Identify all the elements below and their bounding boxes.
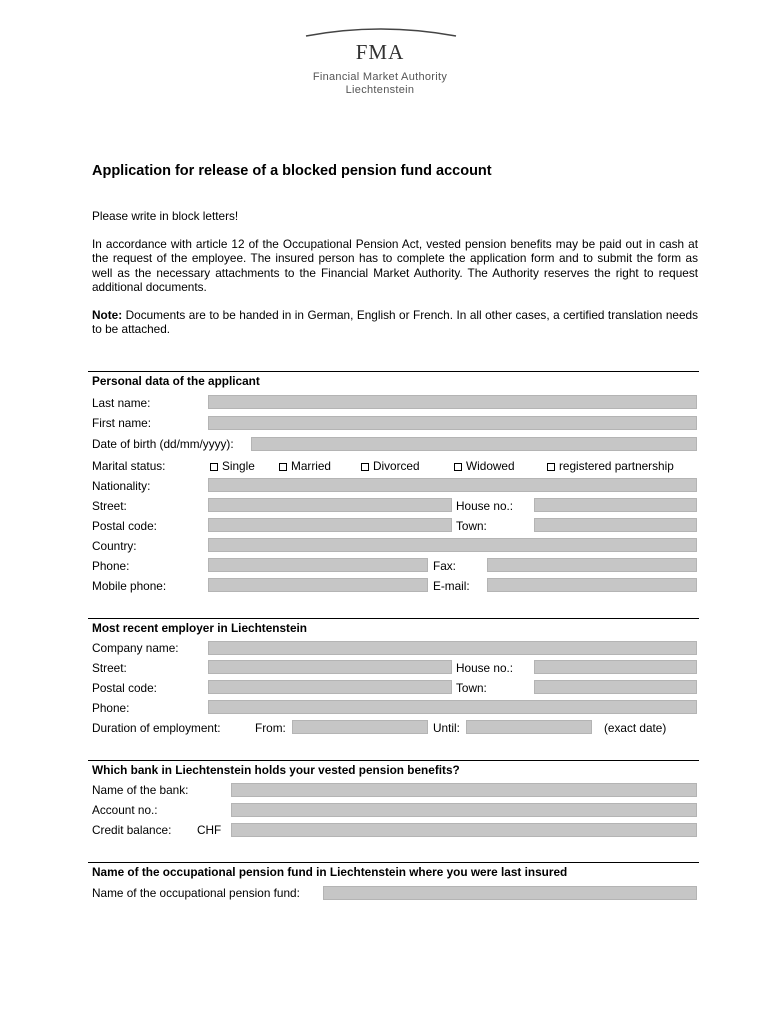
employer-phone-label: Phone: [92, 701, 130, 715]
fax-field[interactable] [487, 558, 697, 572]
section-divider [88, 862, 699, 863]
company-label: Company name: [92, 641, 179, 655]
block-letters-note: Please write in block letters! [92, 209, 239, 223]
currency-label: CHF [197, 823, 222, 837]
section-divider [88, 760, 699, 761]
postal-code-field[interactable] [208, 518, 452, 532]
last-name-field[interactable] [208, 395, 697, 409]
marital-married-option[interactable]: Married [279, 459, 331, 473]
fund-heading: Name of the occupational pension fund in Liechtenstein where you were last insured [92, 865, 568, 879]
employer-postal-field[interactable] [208, 680, 452, 694]
street-field[interactable] [208, 498, 452, 512]
duration-label: Duration of employment: [92, 721, 221, 735]
account-no-field[interactable] [231, 803, 697, 817]
fax-label: Fax: [433, 559, 456, 573]
bank-name-field[interactable] [231, 783, 697, 797]
phone-label: Phone: [92, 559, 130, 573]
town-label: Town: [456, 519, 487, 533]
section-divider [88, 618, 699, 619]
mobile-field[interactable] [208, 578, 428, 592]
bank-name-label: Name of the bank: [92, 783, 189, 797]
account-no-label: Account no.: [92, 803, 158, 817]
mobile-label: Mobile phone: [92, 579, 167, 593]
from-date-field[interactable] [292, 720, 428, 734]
credit-balance-label: Credit balance: [92, 823, 172, 837]
employer-postal-label: Postal code: [92, 681, 157, 695]
employer-phone-field[interactable] [208, 700, 697, 714]
note-text: Documents are to be handed in in German, English or French. In all other cases, a certified translation needs to be attached. [92, 308, 698, 337]
marital-partnership-option[interactable]: registered partnership [547, 459, 674, 473]
intro-paragraph: In accordance with article 12 of the Occupational Pension Act, vested pension benefits may be paid out in cash at the request of the employee. The insured person has to complete the application form and to submit the form as well as the necessary attachments to the Financial Market Authority. The Authority reserves the right to request additional documents. [92, 237, 698, 295]
nationality-label: Nationality: [92, 479, 151, 493]
checkbox-icon[interactable] [361, 463, 369, 471]
email-label: E-mail: [433, 579, 470, 593]
employer-town-label: Town: [456, 681, 487, 695]
email-field[interactable] [487, 578, 697, 592]
first-name-field[interactable] [208, 416, 697, 430]
marital-single-option[interactable]: Single [210, 459, 255, 473]
house-no-field[interactable] [534, 498, 697, 512]
fund-name-field[interactable] [323, 886, 697, 900]
checkbox-icon[interactable] [279, 463, 287, 471]
logo-abbr: FMA [355, 40, 405, 64]
dob-label: Date of birth (dd/mm/yyyy): [92, 437, 234, 451]
postal-code-label: Postal code: [92, 519, 157, 533]
until-label: Until: [433, 721, 460, 735]
section-divider [88, 371, 699, 372]
company-field[interactable] [208, 641, 697, 655]
checkbox-icon[interactable] [547, 463, 555, 471]
fund-name-label: Name of the occupational pension fund: [92, 886, 300, 900]
dob-field[interactable] [251, 437, 697, 451]
credit-balance-field[interactable] [231, 823, 697, 837]
employer-street-label: Street: [92, 661, 127, 675]
logo-line2: Liechtenstein [345, 84, 415, 96]
until-date-field[interactable] [466, 720, 592, 734]
marital-status-label: Marital status: [92, 459, 166, 473]
phone-field[interactable] [208, 558, 428, 572]
employer-house-no-field[interactable] [534, 660, 697, 674]
applicant-heading: Personal data of the applicant [92, 374, 260, 388]
nationality-field[interactable] [208, 478, 697, 492]
first-name-label: First name: [92, 416, 151, 430]
bank-heading: Which bank in Liechtenstein holds your vested pension benefits? [92, 763, 460, 777]
checkbox-icon[interactable] [210, 463, 218, 471]
note-paragraph [92, 308, 698, 337]
marital-widowed-option[interactable]: Widowed [454, 459, 515, 473]
checkbox-icon[interactable] [454, 463, 462, 471]
last-name-label: Last name: [92, 396, 151, 410]
exact-date-hint: (exact date) [604, 721, 667, 735]
country-label: Country: [92, 539, 137, 553]
employer-heading: Most recent employer in Liechtenstein [92, 621, 308, 635]
page-title: Application for release of a blocked pension fund account [92, 163, 492, 179]
from-label: From: [255, 721, 286, 735]
employer-street-field[interactable] [208, 660, 452, 674]
marital-divorced-option[interactable]: Divorced [361, 459, 420, 473]
street-label: Street: [92, 499, 127, 513]
country-field[interactable] [208, 538, 697, 552]
logo-line1: Financial Market Authority [312, 71, 448, 83]
employer-house-no-label: House no.: [456, 661, 514, 675]
house-no-label: House no.: [456, 499, 514, 513]
town-field[interactable] [534, 518, 697, 532]
note-label: Note: [92, 308, 123, 322]
employer-town-field[interactable] [534, 680, 697, 694]
